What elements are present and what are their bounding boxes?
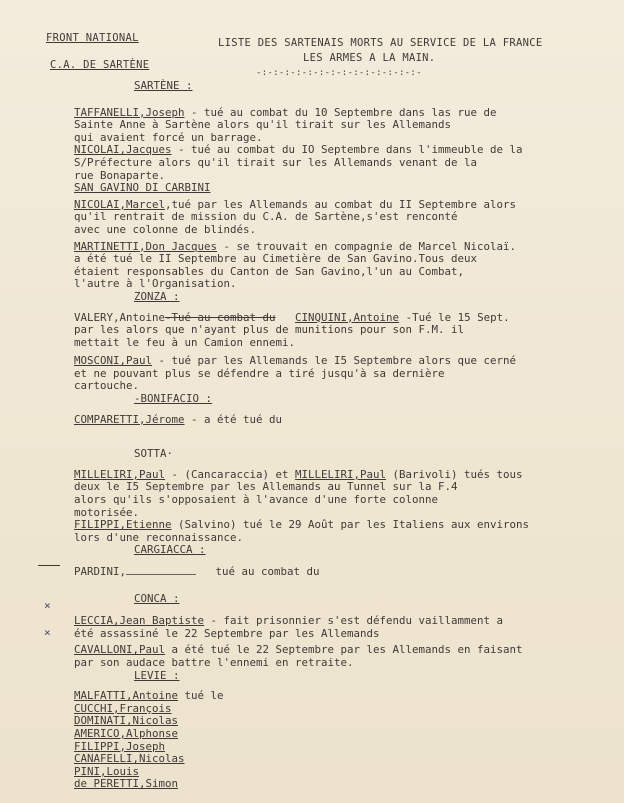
person-name: CINQUINI,Antoine xyxy=(295,310,400,324)
entry-text-line: été assassiné le 22 Septembre par les Allemands xyxy=(74,626,380,640)
person-name: PINI,Louis xyxy=(74,764,140,778)
section-heading-sotta: SOTTA· xyxy=(134,447,174,461)
entry-comparetti xyxy=(74,414,614,427)
person-name: VALERY,Antoine xyxy=(74,310,166,324)
entry-text: - tué au combat du 10 Septembre dans las rue de xyxy=(184,105,497,119)
entry-text: ,tué par les Allemands au combat du II Septembre alors xyxy=(165,197,517,211)
person-name: DOMINATI,Nicolas xyxy=(74,714,179,728)
entry-text: - a été tué du xyxy=(184,412,283,426)
entry-text-line: S/Préfecture alors qu'il tirait sur les Allemands venant de la xyxy=(74,155,478,169)
entry-text: - tué par les Allemands le I5 Septembre alors que cerné xyxy=(152,354,517,368)
entry-pardini xyxy=(74,565,614,579)
blank-line xyxy=(126,565,196,575)
entry-text: - tué au combat du IO Septembre dans l'immeuble de la xyxy=(171,143,523,157)
person-name: NICOLAI,Jacques xyxy=(74,143,172,157)
entry-text-line: et ne pouvant plus se défendre a tiré jusqu'à sa dernière xyxy=(74,366,445,380)
person-name: LECCIA,Jean Baptiste xyxy=(74,614,205,628)
section-heading-bonifacio: -BONIFACIO : xyxy=(134,392,213,406)
entry-filippi-etienne xyxy=(74,519,614,532)
section-heading-sartene: SARTÈNE : xyxy=(134,79,193,92)
person-name: FILIPPI,Joseph xyxy=(74,739,166,753)
entry-text: - (Cancaraccia) et xyxy=(165,467,296,481)
person-name: COMPARETTI,Jérome xyxy=(74,412,185,426)
entry-text-line: étaient responsables du Canton de San Gavino,l'un au Combat, xyxy=(74,264,465,278)
org-line-ca-sartene: C.A. DE SARTÈNE xyxy=(50,59,150,71)
levie-name-list xyxy=(74,690,614,791)
entry-text: (Barivoli) tués tous xyxy=(386,467,523,481)
levie-list-item xyxy=(74,778,614,791)
margin-x-mark-cavalloni: × xyxy=(44,626,51,639)
entry-text-line: cartouche. xyxy=(74,379,140,393)
person-name: de PERETTI,Simon xyxy=(74,777,179,791)
entry-text-line: par les alors que n'ayant plus de munitions pour son F.M. il xyxy=(74,323,465,337)
section-heading-cargiacca: CARGIACCA : xyxy=(134,543,206,557)
entry-text-line: Sainte Anne à Sartène alors qu'il tirait sur les Allemands xyxy=(74,118,452,132)
entry-text: - se trouvait en compagnie de Marcel Nicolaï. xyxy=(217,239,517,253)
title-decoration: -:-:-:-:-:-:-:-:-:-:-:-:-:-:- xyxy=(256,68,422,78)
person-name: CANAFELLI,Nicolas xyxy=(74,752,185,766)
entry-text-line: mettait le feu à un Camion ennemi. xyxy=(74,335,296,349)
section-heading-levie: LEVIE : xyxy=(134,668,180,682)
entry-text-line: rue Bonaparte. xyxy=(74,168,166,182)
person-name: MILLELIRI,Paul xyxy=(295,467,387,481)
person-name: MILLELIRI,Paul xyxy=(74,467,166,481)
entry-text: a été tué le 22 Septembre par les Allemands en faisant xyxy=(165,643,523,657)
person-name: PARDINI, xyxy=(74,565,127,578)
org-line-front-national: FRONT NATIONAL xyxy=(46,32,139,44)
entry-text-line: par son audace battre l'ennemi en retraite. xyxy=(74,655,354,669)
entry-text: tué le xyxy=(178,689,224,703)
person-name: CUCCHI,François xyxy=(74,701,172,715)
person-name: FILIPPI,Etienne xyxy=(74,518,172,532)
person-name: MALFATTI,Antoine xyxy=(74,689,179,703)
person-name: CAVALLONI,Paul xyxy=(74,643,166,657)
person-name: MOSCONI,Paul xyxy=(74,354,153,368)
entry-text-line: a été tué le II Septembre au Cimetière de San Gavino.Tous deux xyxy=(74,252,478,266)
entry-text-line: deux le I5 Septembre par les Allemands au Tunnel sur la F.4 xyxy=(74,480,458,494)
struck-text: -Tué au combat du xyxy=(165,310,276,324)
section-heading-san-gavino: SAN GAVINO DI CARBINI xyxy=(74,181,211,195)
person-name: AMERICO,Alphonse xyxy=(74,726,179,740)
document-body xyxy=(74,80,614,791)
title-line-1: LISTE DES SARTENAIS MORTS AU SERVICE DE LA FRANCE xyxy=(218,37,543,49)
title-line-2: LES ARMES A LA MAIN. xyxy=(303,52,436,64)
entry-text-line: qu'il rentrait de mission du C.A. de Sartène,s'est renconté xyxy=(74,210,458,224)
entry-text-line: alors qu'ils s'opposaient à l'avance d'une forte colonne xyxy=(74,493,439,507)
entry-text: - fait prisonnier s'est défendu vaillamment a xyxy=(204,614,504,628)
levie-list-item xyxy=(74,753,614,766)
entry-text-line: motorisée. xyxy=(74,505,140,519)
entry-text-line: l'autre à l'Organisation. xyxy=(74,277,237,291)
entry-text-line: lors d'une reconnaissance. xyxy=(74,530,244,544)
organization-header xyxy=(46,25,149,79)
section-heading-zonza: ZONZA : xyxy=(134,289,180,303)
entry-mosconi xyxy=(74,355,614,368)
entry-text: tué au combat du xyxy=(215,565,320,578)
section-heading-conca: CONCA : xyxy=(134,591,180,605)
person-name: TAFFANELLI,Joseph xyxy=(74,105,185,119)
entry-text: (Salvino) tué le 29 Août par les Italiens aux environs xyxy=(171,518,530,532)
entry-text-line: avec une colonne de blindés. xyxy=(74,222,257,236)
document-title xyxy=(218,36,598,81)
person-name: MARTINETTI,Don Jacques xyxy=(74,239,218,253)
entry-leccia xyxy=(74,615,614,628)
entry-text-line: qui avaient forcé un barrage. xyxy=(74,130,263,144)
margin-dash xyxy=(38,565,60,566)
entry-text: -Tué le 15 Sept. xyxy=(399,310,510,324)
margin-x-mark-leccia: × xyxy=(44,599,51,612)
person-name: NICOLAI,Marcel xyxy=(74,197,166,211)
